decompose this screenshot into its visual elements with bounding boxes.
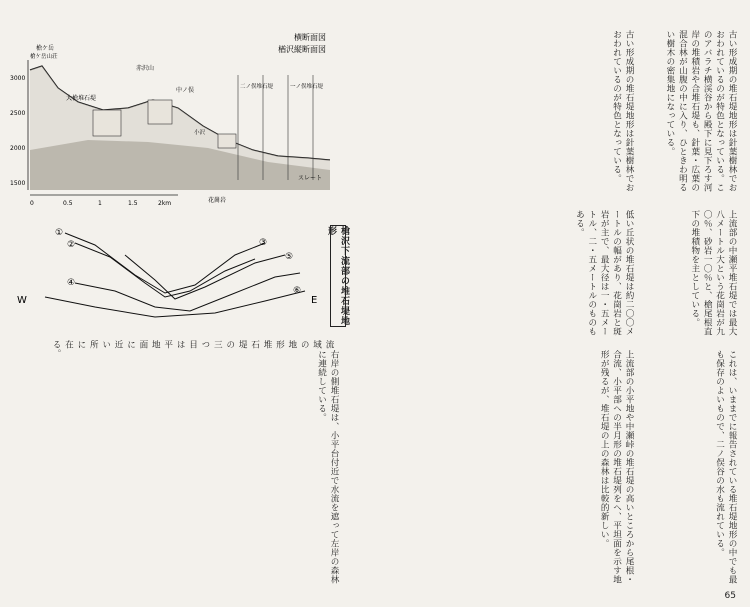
valley-profile-figure [15, 225, 325, 335]
label-ichinomata: 一ノ俣堆石堤 [290, 84, 324, 90]
x-tick-05: 0.5 [63, 200, 73, 207]
figure-title-cross: 横断面図 [294, 33, 326, 42]
profile-curve-1 [65, 233, 268, 293]
east-label: E [311, 295, 318, 306]
curve-label-4: ④ [67, 278, 76, 288]
label-slate: スレート [298, 175, 323, 182]
label-ninomata: 二ノ俣堆石堤 [240, 84, 274, 90]
curve-label-6: ⑥ [293, 286, 302, 296]
moraine-block-1 [93, 110, 121, 136]
text-column-7: 右岸の側堆石堤は、小平台付近で水流を遮って左岸の森林に連続している。 [316, 350, 339, 584]
label-granite: 花崗岩 [208, 197, 227, 204]
curve-label-5: ⑤ [285, 252, 294, 262]
bedrock-layer [30, 140, 330, 190]
page-number: 65 [724, 591, 736, 601]
text-column-4: 低い丘状の堆石堤は約二〇〇メートルの幅があり、花崗岩と斑岩が主で、最大径は一・五メートル、二・五メートルのものもある。 [574, 210, 634, 336]
elev-3000: 3000 [10, 75, 26, 82]
text-column-5: これは、いままでに報告されている堆石堤地形の中でも最も保存のよいもので、二ノ俣谷の水も流れている。 [714, 350, 737, 584]
label-kyohyo: 大槍堆石堤 [66, 95, 97, 102]
figure-title-long: 楢沢縦断面図 [278, 45, 326, 54]
x-tick-0: 0 [30, 200, 34, 207]
moraine-block-3 [218, 134, 236, 148]
text-column-3: 上流部の中瀬平堆石堤では最大八メートル大という花崗岩が九〇％、砂岩一〇％と、槍尾根直下の堆積物を主としている。 [689, 210, 737, 336]
elev-1500: 1500 [10, 180, 26, 187]
curve-label-3: ③ [259, 238, 268, 248]
text-column-1: 古い形成期の堆石堤地形は針葉樹林でおおわれているのが特色となっている。このアバラチ横渓谷から殿下に見下ろす河岸の堆積岩や合堆石堤も、針葉・広葉の混合林が山腹の中に入り、ひときわ明るい樹木の密集地になっている。 [664, 30, 737, 192]
cross-section-figure [8, 30, 338, 210]
section-heading: 槍沢下流部の堆石堤地形 [326, 226, 349, 326]
curve-label-2: ② [67, 240, 76, 250]
text-column-2: 古い形成期の堆石堤地形は針葉樹林でおおわれているのが特色となっている。 [611, 30, 634, 192]
label-peak1b: 槍ケ岳山荘 [30, 54, 58, 60]
x-tick-15: 1.5 [128, 200, 138, 207]
label-nakanomata: 中ノ俣 [176, 87, 195, 94]
moraine-block-2 [148, 100, 172, 124]
elev-2500: 2500 [10, 110, 26, 117]
curve-label-1: ① [55, 228, 64, 238]
west-label: W [17, 295, 27, 306]
x-tick-1: 1 [98, 200, 102, 207]
x-tick-2: 2km [158, 200, 172, 207]
label-akasawa: 赤沢山 [136, 65, 155, 72]
label-kunosawa: 小沢 [194, 130, 206, 136]
text-column-6: 上流部の小平地や中瀬峠の堆石堤の高いところから尾根・合流、小平部への半月形の堆石堤列をへ、平坦面を示す地形が残るが、堆石堤の上の森林は比較的新しい。 [599, 350, 634, 584]
text-column-8: 流域の地形堆石堤の三つ目は平地面に近い所に在る。 [51, 340, 334, 358]
label-peak1: 槍ケ岳 [36, 45, 55, 52]
elev-2000: 2000 [10, 145, 26, 152]
